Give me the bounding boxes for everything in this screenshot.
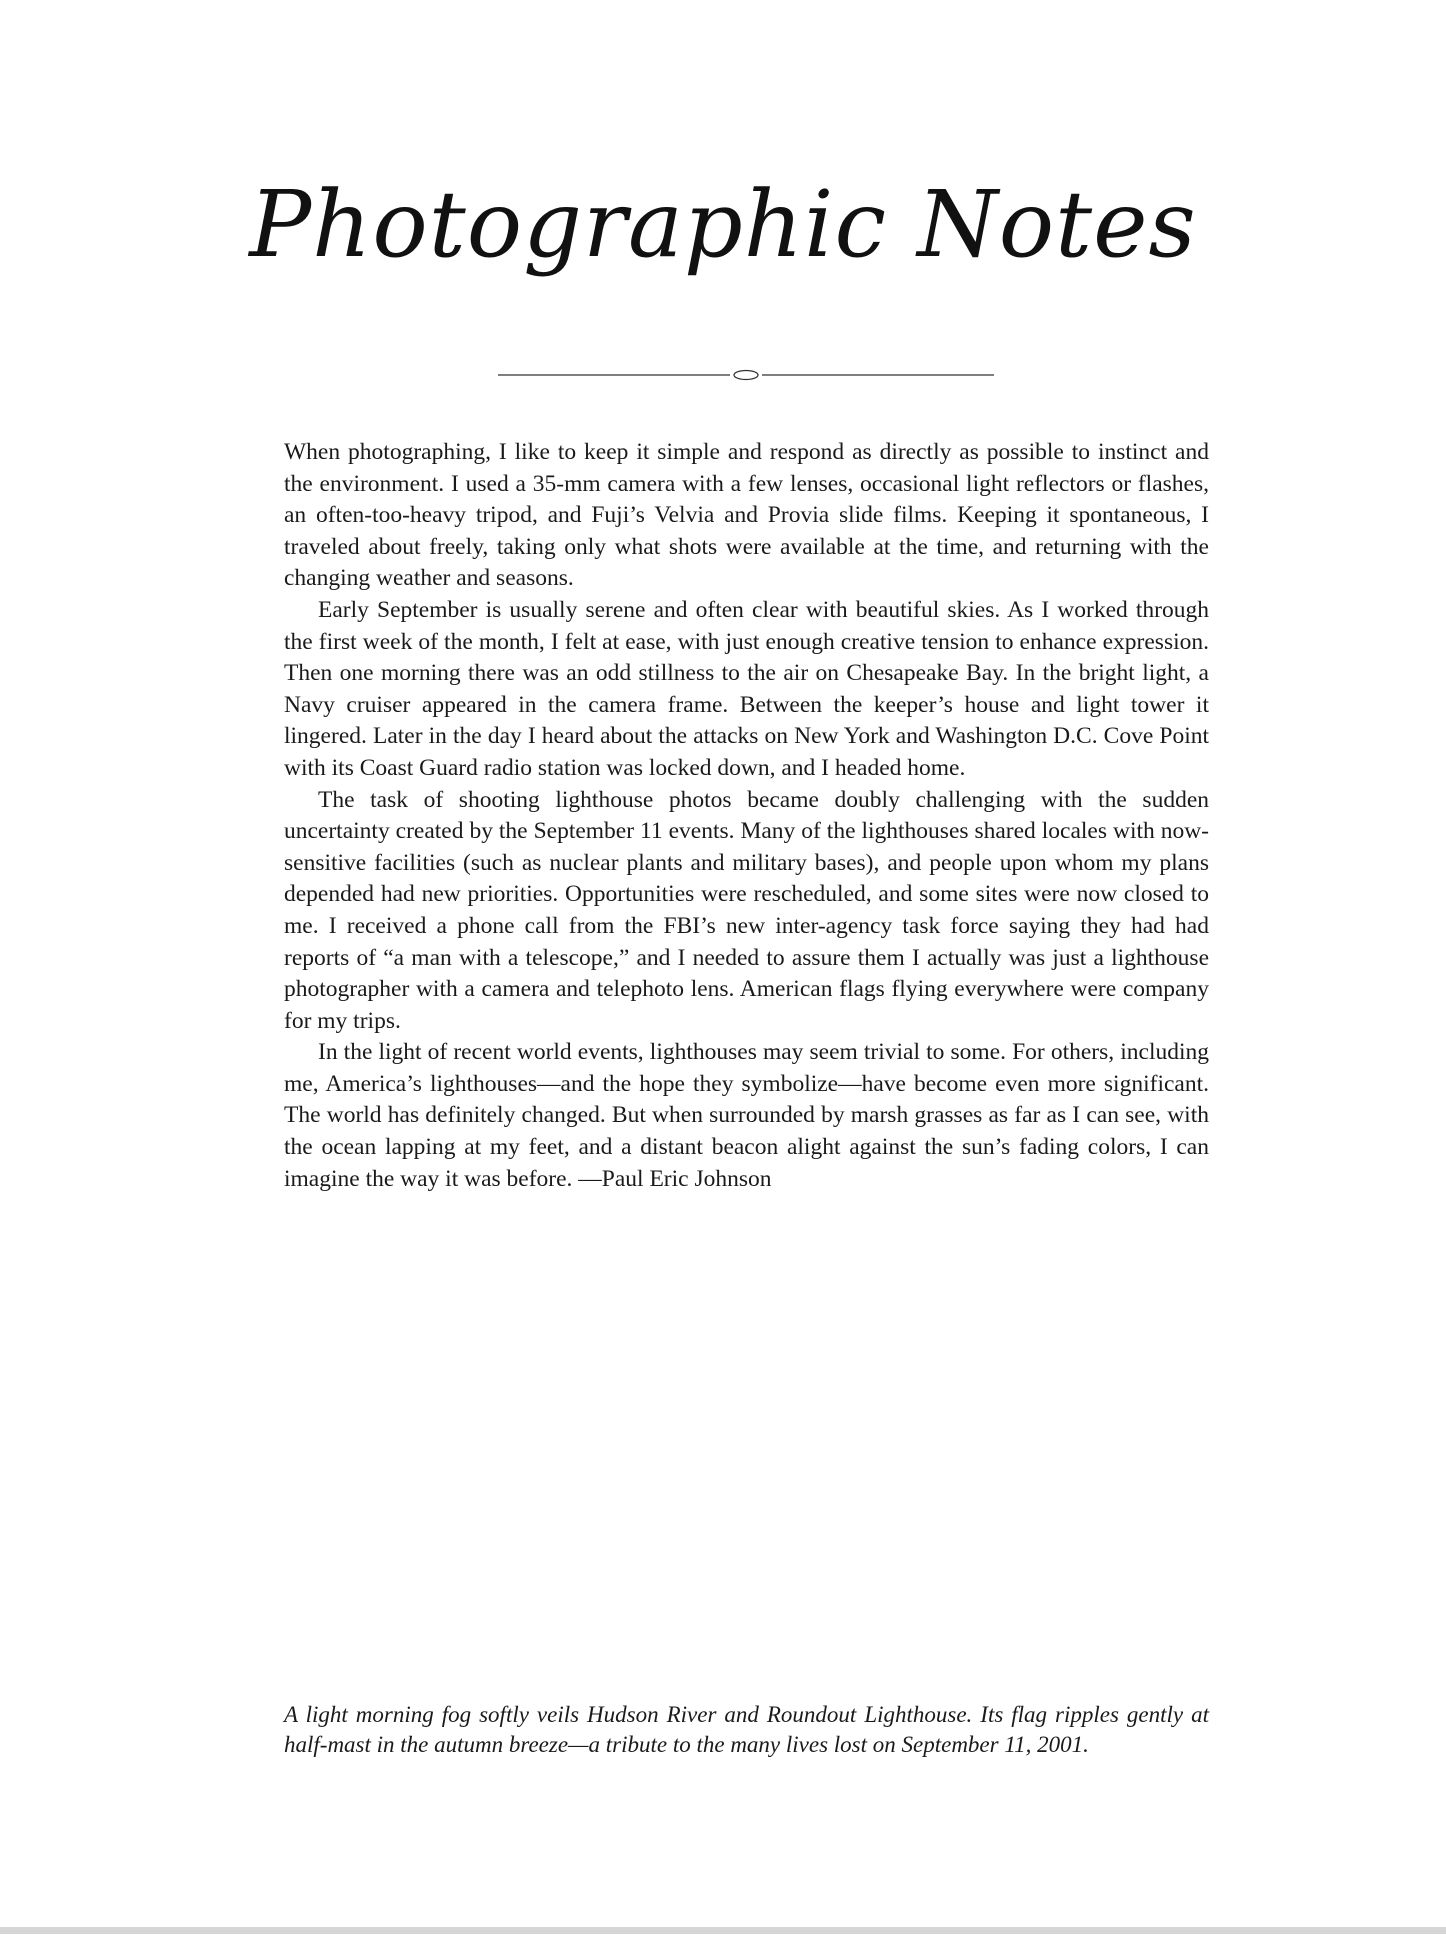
bottom-rule	[0, 1927, 1446, 1934]
paragraph-1: When photographing, I like to keep it simple and respond as directly as possible to instinct and the environment. I used a 35-mm camera with a few lenses, occasional light reflectors or flashes, an often-too-heavy tripod, and Fuji’s Velvia and Provia slide films. Keeping it spontaneous, I traveled about freely, taking only what shots were available at the time, and returning with the changing weather and seasons.	[284, 439, 1209, 592]
page-title: Photographic Notes	[249, 171, 1197, 278]
photo-caption: A light morning fog softly veils Hudson River and Roundout Lighthouse. Its flag ripples gently at half-mast in the autumn breeze—a tribute to the many lives lost on September 11, 2001.	[284, 1702, 1209, 1757]
paragraph-3: The task of shooting lighthouse photos became doubly challenging with the sudden uncertainty created by the September 11 events. Many of the lighthouses shared locales with now-sensitive facilities (such as nuclear plants and military bases), and people upon whom my plans depended had new priorities. Opportunities were rescheduled, and some sites were now closed to me. I received a phone call from the FBI’s new inter-agency task force saying they had had reports of “a man with a telescope,” and I needed to assure them I actually was just a lighthouse photographer with a camera and telephoto lens. American flags flying everywhere were company for my trips.	[284, 786, 1209, 1034]
paragraph-4: In the light of recent world events, lighthouses may seem trivial to some. For others, including me, America’s lighthouses—and the hope they symbolize—have become even more significant. The world has definitely changed. But when surrounded by marsh grasses as far as I can see, with the ocean lapping at my feet, and a distant beacon alight against the sun’s fading colors, I can imagine the way it was before. —Paul Eric Johnson	[284, 1039, 1209, 1192]
ornament-divider	[498, 367, 994, 383]
body-text	[284, 437, 1209, 1195]
paragraph-2: Early September is usually serene and often clear with beautiful skies. As I worked through the first week of the month, I felt at ease, with just enough creative tension to enhance expression. Then one morning there was an odd stillness to the air on Chesapeake Bay. In the bright light, a Navy cruiser appeared in the camera frame. Between the keeper’s house and light tower it lingered. Later in the day I heard about the attacks on New York and Washington D.C. Cove Point with its Coast Guard radio station was locked down, and I headed home.	[284, 596, 1209, 781]
